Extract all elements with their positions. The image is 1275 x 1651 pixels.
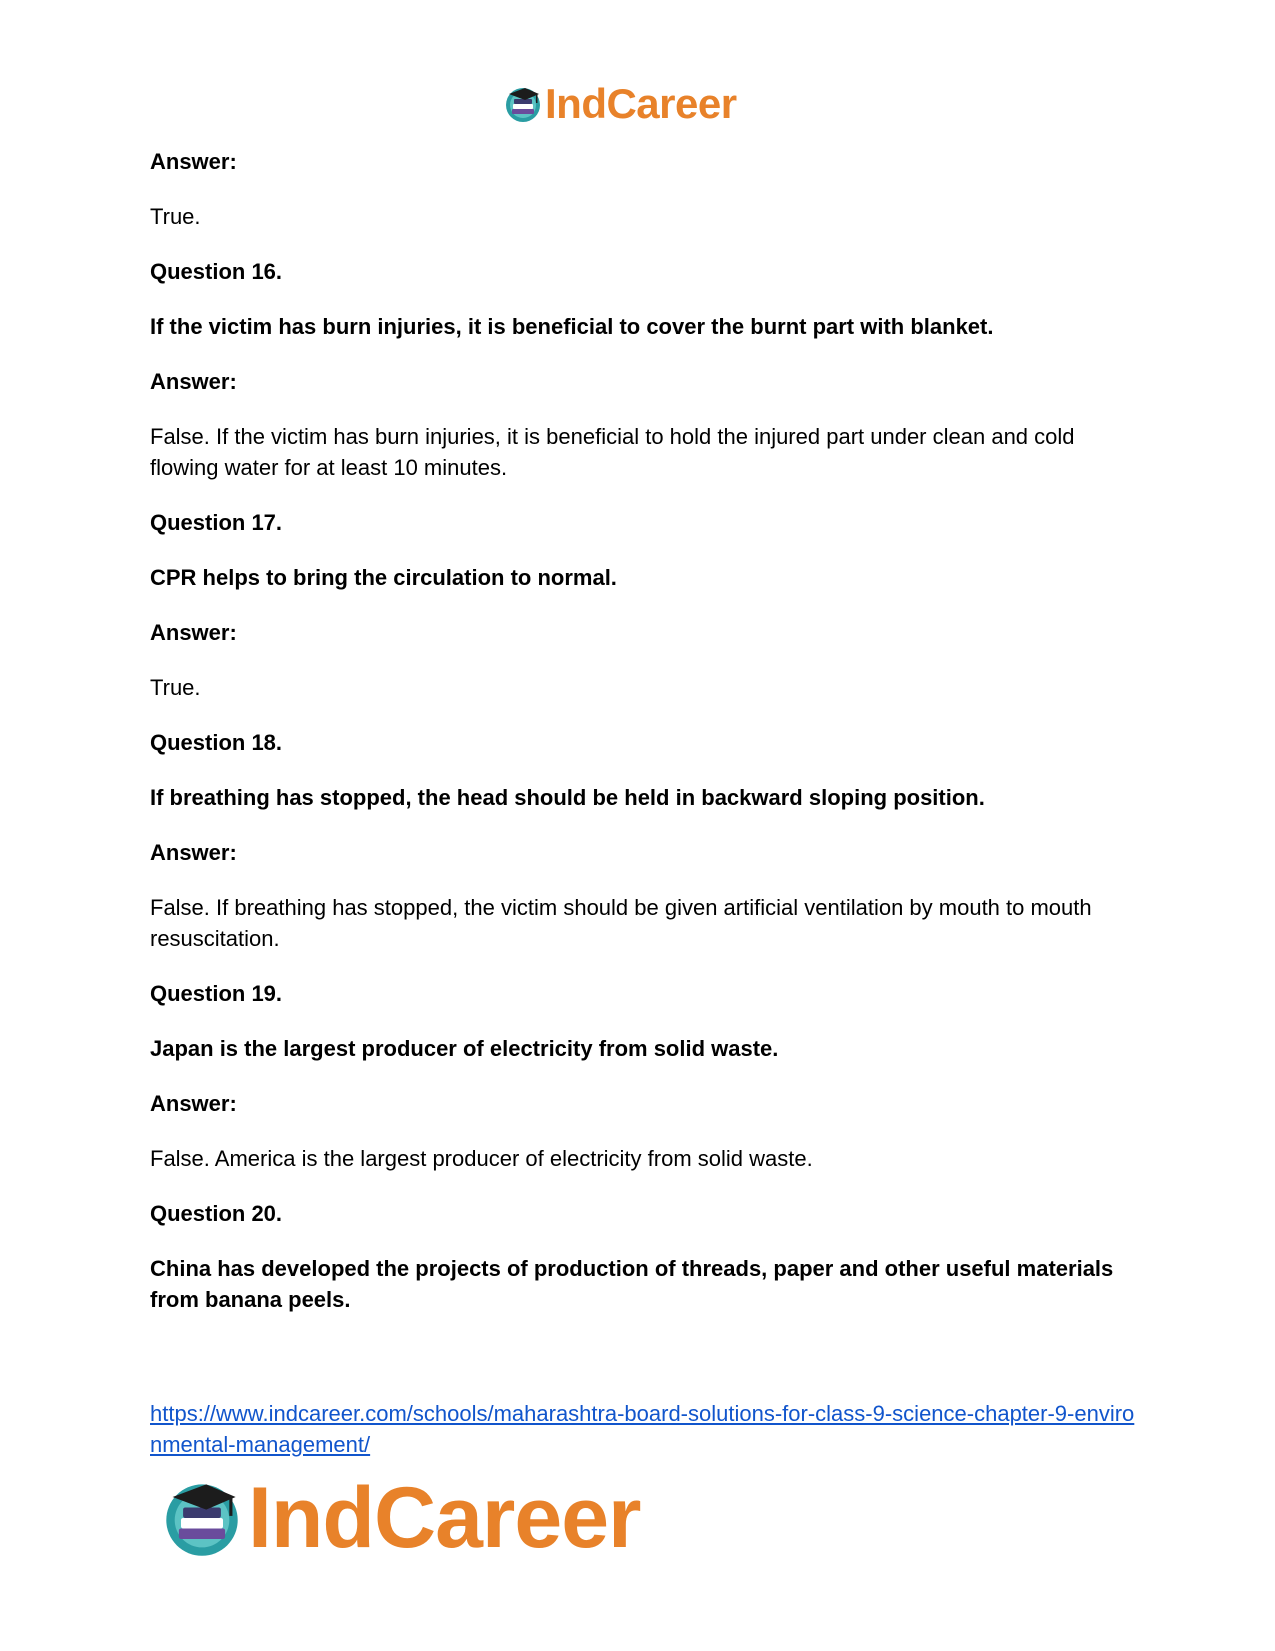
answer-text: False. America is the largest producer of electricity from solid waste. xyxy=(150,1146,813,1171)
question-text: China has developed the projects of production of threads, paper and other useful materials from banana peels. xyxy=(150,1256,1114,1312)
question-text: If breathing has stopped, the head should be held in backward sloping position. xyxy=(150,785,985,810)
answer-text: False. If breathing has stopped, the victim should be given artificial ventilation by mouth to mouth resuscitation. xyxy=(150,895,1092,951)
header-logo xyxy=(503,80,737,128)
question-number: Question 18. xyxy=(150,730,283,755)
logo-text: IndCareer xyxy=(248,1470,641,1566)
question-text: If the victim has burn injuries, it is beneficial to cover the burnt part with blanket. xyxy=(150,314,994,339)
answer-text: True. xyxy=(150,204,201,229)
logo-text: IndCareer xyxy=(545,80,737,127)
question-number: Question 19. xyxy=(150,981,283,1006)
answer-label: Answer: xyxy=(150,149,237,174)
answer-label: Answer: xyxy=(150,1091,237,1116)
document-body xyxy=(150,146,1140,1339)
answer-label: Answer: xyxy=(150,840,237,865)
question-number: Question 17. xyxy=(150,510,283,535)
graduation-cap-books-logo-icon xyxy=(503,84,543,124)
footer-logo xyxy=(160,1472,641,1564)
question-number: Question 16. xyxy=(150,259,283,284)
source-link[interactable]: https://www.indcareer.com/schools/maharashtra-board-solutions-for-class-9-science-chapter-9-environmental-management/ xyxy=(150,1401,1135,1457)
graduation-cap-books-logo-icon xyxy=(160,1476,244,1560)
answer-label: Answer: xyxy=(150,369,237,394)
answer-label: Answer: xyxy=(150,620,237,645)
question-text: Japan is the largest producer of electricity from solid waste. xyxy=(150,1036,779,1061)
question-number: Question 20. xyxy=(150,1201,283,1226)
answer-text: False. If the victim has burn injuries, it is beneficial to hold the injured part under clean and cold flowing water for at least 10 minutes. xyxy=(150,424,1075,480)
question-text: CPR helps to bring the circulation to normal. xyxy=(150,565,617,590)
answer-text: True. xyxy=(150,675,201,700)
